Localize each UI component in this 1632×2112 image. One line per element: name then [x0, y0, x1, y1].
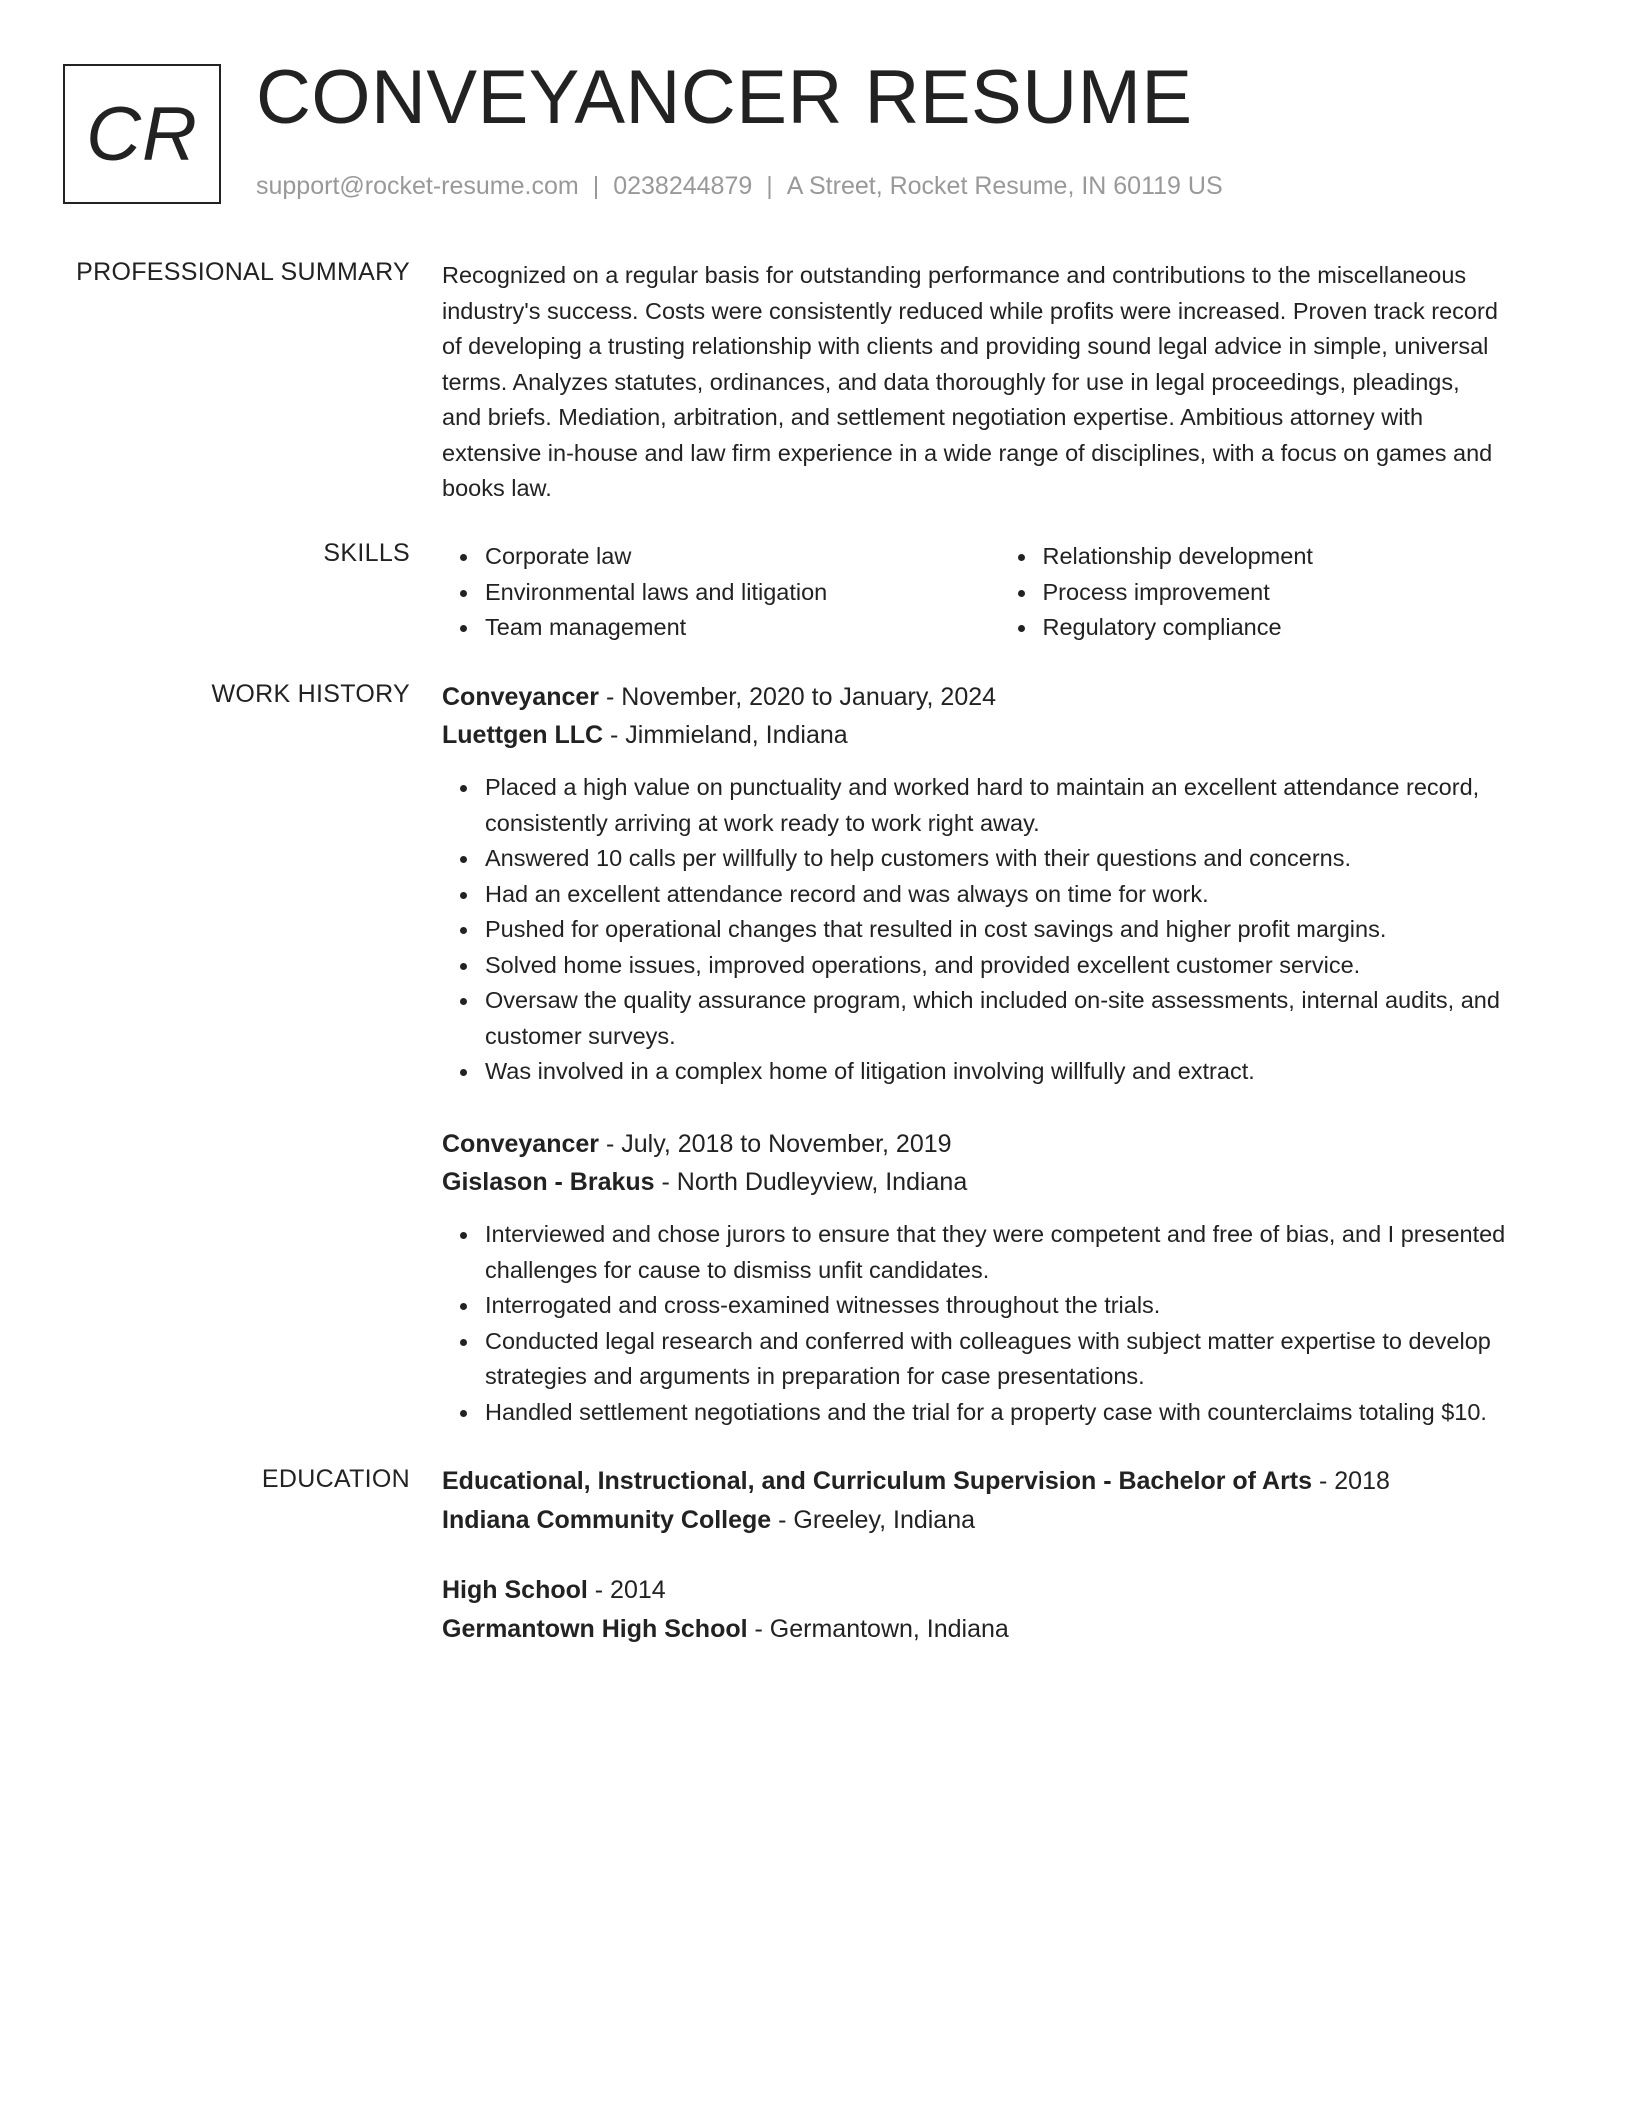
education-degree-line: [442, 1571, 1557, 1610]
education-degree-line: [442, 1462, 1557, 1501]
summary-line: of developing a trusting relationship with clients and providing sound legal advice in simple, universal: [442, 333, 1489, 359]
job-duty: [485, 983, 1557, 1054]
summary-line: books law.: [442, 475, 552, 501]
job-entry: [442, 1125, 1557, 1430]
education-school: Germantown High School: [442, 1615, 748, 1643]
contact-line: [256, 172, 1223, 201]
skill-item: Relationship development: [1043, 539, 1558, 575]
education-degree: Educational, Instructional, and Curriculum Supervision - Bachelor of Arts: [442, 1467, 1313, 1495]
job-duty: Solved home issues, improved operations, and provided excellent customer service.: [485, 948, 1557, 984]
duty-line: strategies and arguments in preparation for case presentations.: [485, 1363, 1145, 1389]
job-company-line: [442, 1163, 1557, 1201]
skills-body: [442, 539, 1557, 646]
monogram-initials: CR: [86, 91, 198, 177]
job-duty: Had an excellent attendance record and was always on time for work.: [485, 877, 1557, 913]
job-duties: [442, 770, 1557, 1090]
skills-grid: [442, 539, 1557, 646]
education-location: - Germantown, Indiana: [747, 1615, 1009, 1643]
summary-line: extensive in-house and law firm experience in a wide range of disciplines, with a focus on games and: [442, 439, 1493, 466]
job-company: Luettgen LLC: [442, 721, 604, 749]
job-title-line: [442, 1125, 1557, 1163]
education-entry: [442, 1571, 1557, 1649]
education-degree: High School: [442, 1576, 588, 1604]
monogram-box: [63, 64, 221, 204]
job-duty: [485, 1217, 1557, 1288]
job-title: Conveyancer: [442, 683, 600, 711]
education-location: - Greeley, Indiana: [771, 1506, 976, 1534]
job-duty: Was involved in a complex home of litigation involving willfully and extract.: [485, 1054, 1557, 1090]
duty-line: consistently arriving at work ready to work right away.: [485, 809, 1040, 836]
duty-line: Interviewed and chose jurors to ensure that they were competent and free of bias, and I presented: [485, 1221, 1506, 1247]
summary-body: [442, 258, 1557, 507]
job-duty: Answered 10 calls per willfully to help customers with their questions and concerns.: [485, 841, 1557, 877]
contact-phone[interactable]: 0238244879: [613, 172, 753, 200]
duty-line: Conducted legal research and conferred with colleagues with subject matter expertise to develop: [485, 1327, 1491, 1354]
duty-line: customer surveys.: [485, 1022, 676, 1049]
job-location: - North Dudleyview, Indiana: [654, 1168, 968, 1196]
duty-line: challenges for cause to dismiss unfit candidates.: [485, 1256, 990, 1283]
skills-column-right: [1000, 539, 1558, 646]
resume-title: CONVEYANCER RESUME: [256, 55, 1193, 140]
contact-separator: |: [592, 172, 600, 200]
duty-line: Oversaw the quality assurance program, which included on-site assessments, internal audits, and: [485, 987, 1500, 1013]
education-school-line: [442, 1610, 1557, 1649]
job-title-line: [442, 678, 1557, 716]
job-company-line: [442, 716, 1557, 754]
skill-item: Environmental laws and litigation: [485, 575, 1000, 611]
job-entry: [442, 678, 1557, 1090]
job-duty: Pushed for operational changes that resulted in cost savings and higher profit margins.: [485, 912, 1557, 948]
job-duty: Handled settlement negotiations and the trial for a property case with counterclaims totaling $10.: [485, 1395, 1557, 1431]
summary-heading: PROFESSIONAL SUMMARY: [76, 258, 410, 286]
skill-item: Process improvement: [1043, 575, 1558, 611]
summary-line: industry's success. Costs were consistently reduced while profits were increased. Proven track record: [442, 297, 1498, 324]
education-heading: EDUCATION: [261, 1465, 410, 1493]
summary-line: and briefs. Mediation, arbitration, and settlement negotiation expertise. Ambitious attorney with: [442, 404, 1424, 430]
skills-heading: SKILLS: [323, 539, 410, 567]
job-dates: - July, 2018 to November, 2019: [599, 1130, 952, 1158]
contact-separator: |: [766, 172, 773, 200]
education-school: Indiana Community College: [442, 1506, 772, 1534]
work-history-heading: WORK HISTORY: [211, 680, 410, 708]
job-duty: [485, 1324, 1557, 1395]
education-entry: [442, 1462, 1557, 1540]
education-year: - 2014: [587, 1576, 666, 1604]
summary-line: terms. Analyzes statutes, ordinances, and data thoroughly for use in legal proceedings, pleadings,: [442, 368, 1460, 395]
job-dates: - November, 2020 to January, 2024: [599, 683, 997, 711]
duty-line: Placed a high value on punctuality and worked hard to maintain an excellent attendance record,: [485, 774, 1480, 800]
contact-email[interactable]: support@rocket-resume.com: [256, 172, 579, 200]
job-title: Conveyancer: [442, 1130, 600, 1158]
contact-address: A Street, Rocket Resume, IN 60119 US: [786, 172, 1223, 200]
job-duty: [485, 770, 1557, 841]
job-duty: Interrogated and cross-examined witnesses throughout the trials.: [485, 1288, 1557, 1324]
skills-column-left: [442, 539, 1000, 646]
job-company: Gislason - Brakus: [442, 1168, 655, 1196]
education-school-line: [442, 1501, 1557, 1540]
job-location: - Jimmieland, Indiana: [603, 721, 848, 749]
skill-item: Regulatory compliance: [1043, 610, 1558, 646]
summary-line: Recognized on a regular basis for outstanding performance and contributions to the miscellaneous: [442, 262, 1467, 288]
skill-item: Corporate law: [485, 539, 1000, 575]
skill-item: Team management: [485, 610, 1000, 646]
education-year: - 2018: [1312, 1467, 1390, 1495]
job-duties: [442, 1217, 1557, 1430]
